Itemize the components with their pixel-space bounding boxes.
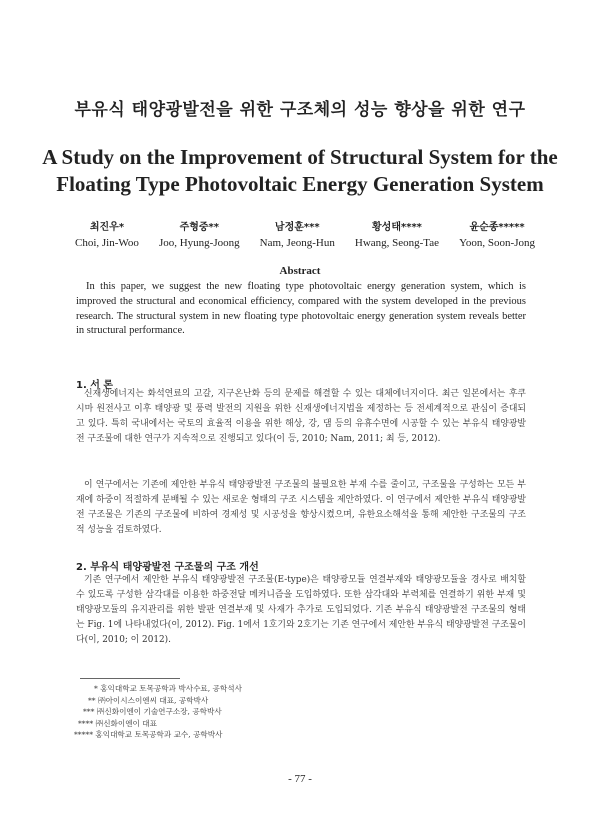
author-2	[159, 218, 240, 249]
korean-title: 부유식 태양광발전을 위한 구조체의 성능 향상을 위한 연구	[74, 100, 526, 120]
section-1-heading: 1. 서 론	[76, 380, 114, 391]
english-title: A Study on the Improvement of Structural System for the Floating Type Photovoltaic Energy Generation System	[42, 145, 558, 196]
author-name-ko: 윤순종*****	[469, 222, 525, 233]
author-name-ko: 황성태****	[372, 222, 422, 233]
page-number: - 77 -	[288, 773, 312, 785]
footnotes	[74, 683, 374, 741]
author-4	[355, 218, 439, 249]
author-name-ko: 주형중**	[179, 222, 220, 233]
footnote-1: * 홍익대학교 토목공학과 박사수료, 공학석사	[94, 684, 242, 693]
author-name-en: Nam, Jeong-Hun	[259, 237, 335, 249]
section-1-paragraph-1: 신재생에너지는 화석연료의 고갈, 지구온난화 등의 문제를 해결할 수 있는 대체에너지이다. 최근 일본에서는 후쿠시마 원전사고 이후 태양광 및 풍력 발전의 지원을 위한 신재생에너지법을 제정하는 등 전세계적으로 관심이 증대되고 있다. 특히 국내에서는 국토의 효율적 이용을 위한 해상, 강, 댐 등의 유휴수면에 시공할 수 있는 부유식 태양광발전 구조물에 대한 연구가 지속적으로 진행되고 있다(이 등, 2010; Nam, 2011; 최 등, 2012).	[76, 389, 526, 445]
author-1	[75, 218, 139, 249]
footnote-5: ***** 홍익대학교 토목공학과 교수, 공학박사	[74, 730, 223, 740]
footnote-4: **** ㈜신화이엔이 대표	[78, 718, 157, 728]
footnote-3: *** ㈜신화이엔이 기술연구소장, 공학박사	[83, 707, 222, 717]
abstract-text: In this paper, we suggest the new floating type photovoltaic energy generation system, which is improved the structural and economical efficiency, compared with the system developed in the previous research. The structural system in new floating type photovoltaic energy generation system reveals better in structural performance.	[76, 281, 526, 337]
author-name-en: Hwang, Seong-Tae	[354, 237, 440, 249]
author-name-en: Choi, Jin-Woo	[75, 237, 139, 249]
footnote-divider	[80, 678, 180, 679]
abstract-heading: Abstract	[279, 265, 321, 277]
author-name-ko: 최진우*	[89, 222, 125, 233]
author-3	[260, 218, 335, 249]
author-name-en: Yoon, Soon-Jong	[459, 237, 535, 249]
footnote-2: ** ㈜아이시스이엔씨 대표, 공학박사	[88, 695, 209, 705]
author-name-en: Joo, Hyung-Joong	[158, 237, 240, 249]
section-2-heading: 2. 부유식 태양광발전 구조물의 구조 개선	[76, 562, 259, 573]
author-list	[75, 218, 535, 249]
section-2-paragraph-1: 기존 연구에서 제안한 부유식 태양광발전 구조물(E-type)은 태양광모듈 연결부재와 태양광모듈을 경사로 배치할 수 있도록 구성한 삼각대를 이용한 하중전달 메커니즘을 도입하였다. 또한 삼각대와 부력체를 연결하기 위한 부재 및 태양광모듈의 유지관리를 위한 발판 연결부재 및 사재가 추가로 도입되었다. 기존 부유식 태양광발전 구조물의 형태는 Fig. 1에 나타내었다(이, 2012). Fig. 1에서 1호기와 2호기는 기존 연구에서 제안한 부유식 태양광발전 구조물이다(이, 2010; 이 2012).	[76, 575, 526, 646]
author-5	[459, 218, 535, 249]
section-1-paragraph-2: 이 연구에서는 기존에 제안한 부유식 태양광발전 구조물의 불필요한 부재 수를 줄이고, 구조물을 구성하는 모든 부재에 하중이 적절하게 분배될 수 있는 새로운 형태의 구조 시스템을 제안하였다. 이 연구에서 제안한 부유식 태양광발전 구조물은 기존의 구조물에 비하여 경제성 및 시공성을 향상시켰으며, 유한요소해석을 통해 제안한 구조물의 구조적 성능을 검토하였다.	[76, 480, 526, 536]
author-name-ko: 남정훈***	[274, 222, 320, 233]
